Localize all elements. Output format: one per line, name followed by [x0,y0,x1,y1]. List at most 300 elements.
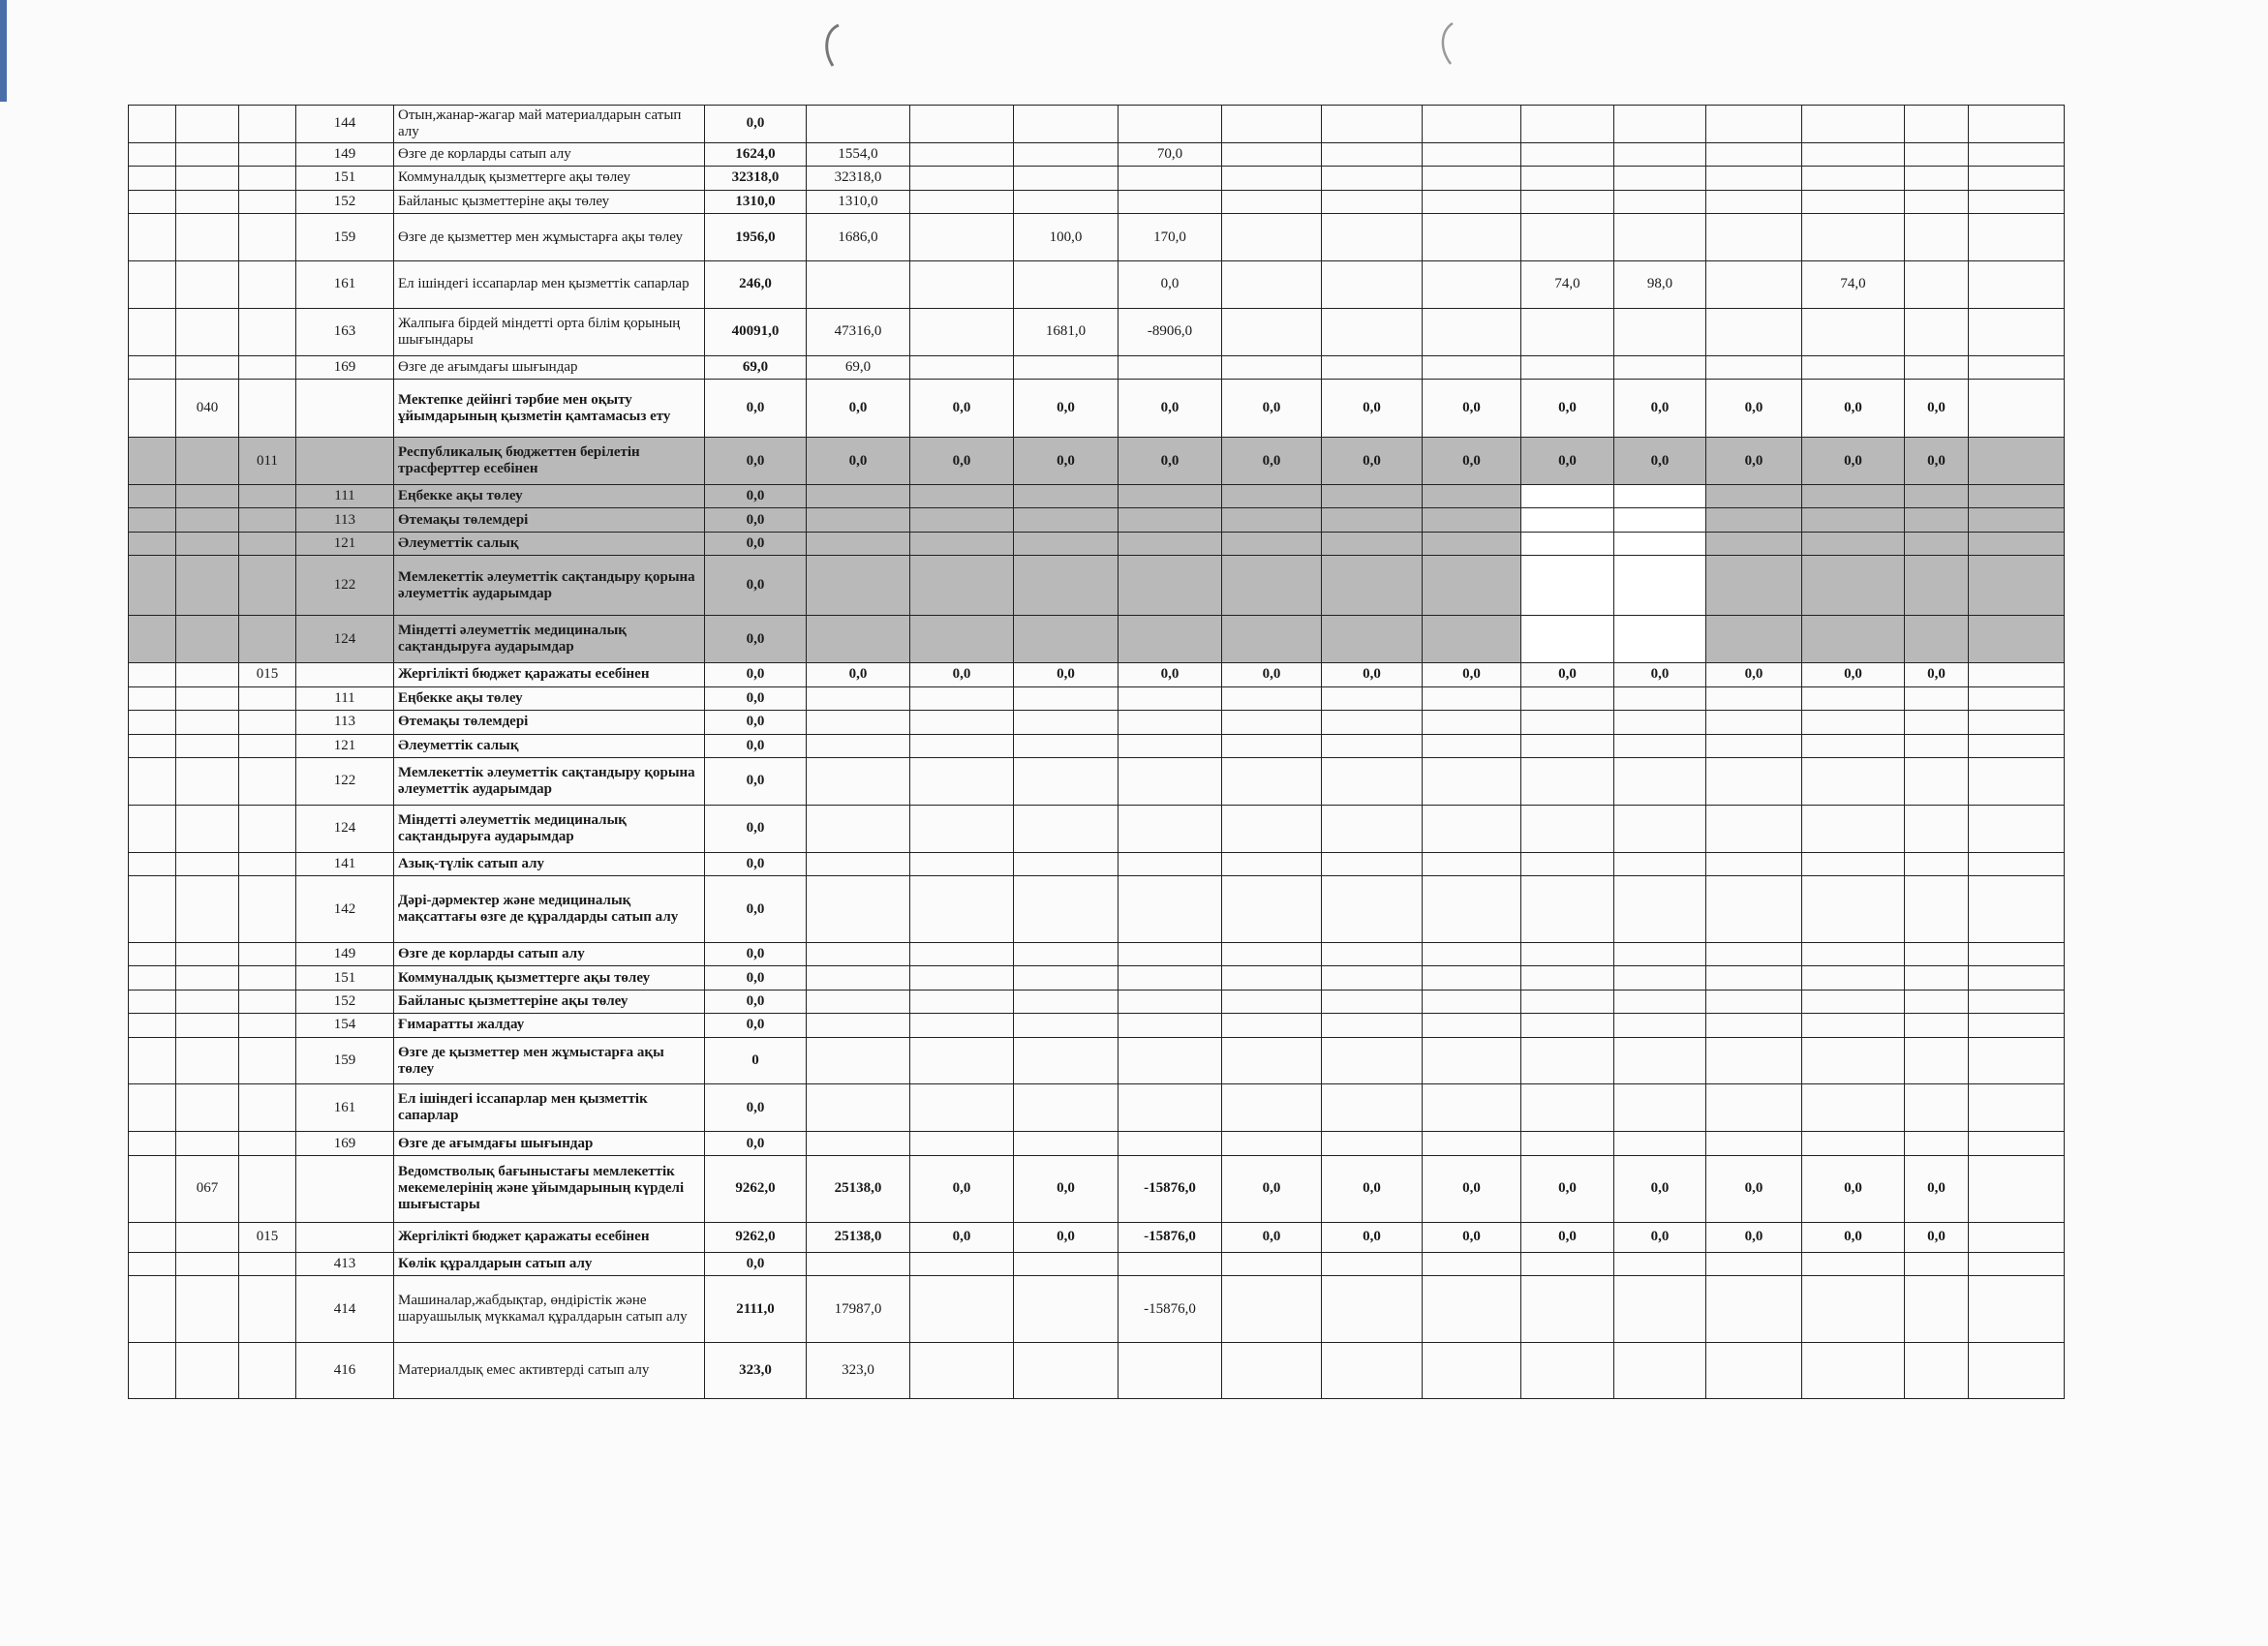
value-cell [807,852,910,875]
subprogram-code-cell [239,508,296,532]
program-code-cell [176,308,239,355]
group-code-cell [129,355,176,379]
value-cell: 0,0 [1614,438,1706,485]
value-cell: 0,0 [1614,380,1706,438]
value-cell [1706,1132,1802,1155]
value-cell [1119,966,1222,990]
total-value-cell: 0,0 [705,663,807,686]
program-code-cell [176,508,239,532]
value-cell [1222,852,1322,875]
value-cell [1905,876,1969,943]
total-value-cell: 69,0 [705,355,807,379]
expense-label-cell: Өзге де қызметтер мен жұмыстарға ақы төлеу [394,214,705,261]
total-value-cell: 0,0 [705,438,807,485]
value-cell [1322,260,1423,308]
table-row [129,260,2065,308]
value-cell [1119,711,1222,734]
value-cell [1802,308,1905,355]
group-code-cell [129,1252,176,1275]
value-cell [1322,711,1423,734]
value-cell [807,556,910,616]
value-cell [1969,1155,2065,1222]
specificity-code-cell: 111 [296,484,394,507]
value-cell [1014,852,1119,875]
value-cell [807,876,910,943]
value-cell [1614,966,1706,990]
program-code-cell [176,734,239,757]
expense-label-cell: Әлеуметтік салық [394,734,705,757]
value-cell [1802,734,1905,757]
table-row [129,355,2065,379]
value-cell [1521,1014,1614,1037]
program-code-cell [176,757,239,805]
value-cell: 0,0 [1014,663,1119,686]
subprogram-code-cell [239,532,296,555]
total-value-cell: 0,0 [705,686,807,710]
value-cell [1802,484,1905,507]
value-cell: 0,0 [1014,380,1119,438]
value-cell [1802,1037,1905,1084]
program-code-cell [176,1342,239,1398]
value-cell [1423,1276,1521,1343]
expense-label-cell: Өзге де қызметтер мен жұмыстарға ақы төлеу [394,1037,705,1084]
specificity-code-cell: 161 [296,260,394,308]
specificity-code-cell: 416 [296,1342,394,1398]
subprogram-code-cell [239,260,296,308]
value-cell [1521,1252,1614,1275]
total-value-cell: 0,0 [705,106,807,143]
program-code-cell [176,1222,239,1252]
value-cell [1614,355,1706,379]
program-code-cell [176,1252,239,1275]
value-cell [1322,1342,1423,1398]
table-row [129,380,2065,438]
subprogram-code-cell [239,966,296,990]
value-cell [910,214,1014,261]
value-cell [1322,616,1423,663]
value-cell [1119,876,1222,943]
expense-label-cell: Көлік құралдарын сатып алу [394,1252,705,1275]
budget-table [128,105,2065,1399]
value-cell [1322,1252,1423,1275]
specificity-code-cell: 122 [296,556,394,616]
program-code-cell [176,663,239,686]
value-cell [807,616,910,663]
value-cell [1802,532,1905,555]
value-cell [1706,1084,1802,1132]
value-cell [1969,106,2065,143]
value-cell [1614,214,1706,261]
value-cell [1969,734,2065,757]
value-cell: 0,0 [1905,1155,1969,1222]
value-cell [910,1342,1014,1398]
value-cell: -8906,0 [1119,308,1222,355]
value-cell [1423,805,1521,852]
value-cell [1905,260,1969,308]
value-cell [1802,757,1905,805]
value-cell: 0,0 [1119,380,1222,438]
value-cell [1222,1132,1322,1155]
value-cell [910,852,1014,875]
value-cell [1905,508,1969,532]
expense-label-cell: Өзге де корларды сатып алу [394,942,705,965]
value-cell [1614,308,1706,355]
value-cell [1423,990,1521,1013]
value-cell [1706,508,1802,532]
value-cell [1706,142,1802,166]
table-row [129,990,2065,1013]
value-cell [1222,686,1322,710]
program-code-cell [176,1014,239,1037]
value-cell: 0,0 [1706,663,1802,686]
group-code-cell [129,734,176,757]
value-cell: 0,0 [910,1222,1014,1252]
value-cell: 0,0 [1706,1155,1802,1222]
value-cell [1905,1084,1969,1132]
subprogram-code-cell [239,1014,296,1037]
value-cell [1969,308,2065,355]
value-cell [1222,1342,1322,1398]
value-cell [1706,1252,1802,1275]
value-cell [1014,260,1119,308]
total-value-cell: 0,0 [705,966,807,990]
value-cell [807,711,910,734]
group-code-cell [129,1342,176,1398]
value-cell [1119,190,1222,213]
value-cell [807,686,910,710]
value-cell [1521,1037,1614,1084]
value-cell [1423,734,1521,757]
table-row [129,852,2065,875]
value-cell [1222,805,1322,852]
subprogram-code-cell [239,757,296,805]
value-cell [1521,876,1614,943]
value-cell: 0,0 [1521,663,1614,686]
value-cell: 0,0 [1521,1155,1614,1222]
group-code-cell [129,508,176,532]
subprogram-code-cell [239,805,296,852]
value-cell [910,1252,1014,1275]
total-value-cell: 1624,0 [705,142,807,166]
value-cell [1802,711,1905,734]
value-cell [1905,214,1969,261]
expense-label-cell: Ел ішіндегі іссапарлар мен қызметтік сапарлар [394,1084,705,1132]
value-cell: 323,0 [807,1342,910,1398]
value-cell [1969,214,2065,261]
expense-label-cell: Республикалық бюджеттен берілетін трасферттер есебінен [394,438,705,485]
specificity-code-cell: 141 [296,852,394,875]
punch-hole-mark-left [819,21,844,74]
expense-label-cell: Міндетті әлеуметтік медициналық сақтандыруға аударымдар [394,805,705,852]
value-cell [1423,1342,1521,1398]
value-cell: 0,0 [1614,1155,1706,1222]
specificity-code-cell: 151 [296,167,394,190]
value-cell: 70,0 [1119,142,1222,166]
value-cell [1423,711,1521,734]
expense-label-cell: Жалпыға бірдей міндетті орта білім қорының шығындары [394,308,705,355]
subprogram-code-cell [239,142,296,166]
expense-label-cell: Азық-түлік сатып алу [394,852,705,875]
total-value-cell: 0,0 [705,1014,807,1037]
value-cell [1119,1014,1222,1037]
program-code-cell [176,214,239,261]
program-code-cell [176,438,239,485]
value-cell [1905,106,1969,143]
value-cell [1706,805,1802,852]
value-cell [1905,532,1969,555]
value-cell [1706,734,1802,757]
value-cell: 0,0 [1802,1222,1905,1252]
program-code-cell [176,532,239,555]
total-value-cell: 0,0 [705,876,807,943]
specificity-code-cell: 151 [296,966,394,990]
value-cell [1222,876,1322,943]
specificity-code-cell: 159 [296,1037,394,1084]
value-cell [1423,355,1521,379]
group-code-cell [129,1132,176,1155]
budget-table-sheet [128,105,2065,1399]
value-cell: 1681,0 [1014,308,1119,355]
value-cell: 0,0 [1802,1155,1905,1222]
value-cell [1014,1132,1119,1155]
specificity-code-cell: 169 [296,355,394,379]
value-cell [1969,355,2065,379]
value-cell [1969,711,2065,734]
value-cell [910,1132,1014,1155]
value-cell [807,966,910,990]
value-cell [1423,190,1521,213]
total-value-cell: 0,0 [705,484,807,507]
program-code-cell [176,190,239,213]
value-cell [1706,167,1802,190]
total-value-cell: 0,0 [705,942,807,965]
value-cell: 0,0 [1614,1222,1706,1252]
expense-label-cell: Өзге де корларды сатып алу [394,142,705,166]
value-cell: 0,0 [1802,663,1905,686]
value-cell [1222,214,1322,261]
value-cell [1969,1084,2065,1132]
value-cell [1119,106,1222,143]
value-cell [1706,532,1802,555]
value-cell: 0,0 [1706,1222,1802,1252]
value-cell [1521,805,1614,852]
value-cell: 0,0 [1423,663,1521,686]
value-cell [1014,1276,1119,1343]
value-cell: 0,0 [1222,1222,1322,1252]
value-cell: 100,0 [1014,214,1119,261]
value-cell [1423,942,1521,965]
subprogram-code-cell [239,616,296,663]
value-cell [1322,1276,1423,1343]
value-cell [1706,308,1802,355]
value-cell [910,106,1014,143]
program-code-cell [176,805,239,852]
value-cell [1706,757,1802,805]
value-cell [1119,1342,1222,1398]
value-cell [1905,190,1969,213]
value-cell [1905,805,1969,852]
subprogram-code-cell [239,1132,296,1155]
value-cell [910,734,1014,757]
value-cell [1521,556,1614,616]
total-value-cell: 0,0 [705,1084,807,1132]
value-cell [1423,106,1521,143]
group-code-cell [129,942,176,965]
value-cell [1706,355,1802,379]
value-cell [1614,1132,1706,1155]
value-cell: 0,0 [1119,663,1222,686]
value-cell: 0,0 [1905,438,1969,485]
value-cell: 0,0 [1423,1155,1521,1222]
value-cell [1014,106,1119,143]
value-cell [1706,106,1802,143]
value-cell [910,532,1014,555]
value-cell [1119,852,1222,875]
group-code-cell [129,142,176,166]
total-value-cell: 0,0 [705,805,807,852]
value-cell: 0,0 [807,438,910,485]
value-cell [1802,1084,1905,1132]
subprogram-code-cell [239,556,296,616]
value-cell [1969,167,2065,190]
value-cell [1119,532,1222,555]
value-cell [1014,1342,1119,1398]
table-row [129,167,2065,190]
value-cell [1706,1342,1802,1398]
specificity-code-cell [296,663,394,686]
value-cell [1905,1342,1969,1398]
value-cell [1119,734,1222,757]
value-cell [1119,942,1222,965]
group-code-cell [129,1155,176,1222]
program-code-cell [176,260,239,308]
specificity-code-cell: 152 [296,190,394,213]
value-cell [1119,508,1222,532]
value-cell [1322,556,1423,616]
program-code-cell [176,484,239,507]
specificity-code-cell [296,1222,394,1252]
value-cell [1614,990,1706,1013]
value-cell: 0,0 [1014,438,1119,485]
value-cell [1905,1037,1969,1084]
program-code-cell [176,556,239,616]
program-code-cell [176,990,239,1013]
value-cell [1969,616,2065,663]
value-cell [1706,1276,1802,1343]
value-cell [1969,686,2065,710]
value-cell [1905,711,1969,734]
value-cell [1119,484,1222,507]
value-cell [1222,1252,1322,1275]
value-cell [1521,1132,1614,1155]
value-cell [1322,734,1423,757]
expense-label-cell: Жергілікті бюджет қаражаты есебінен [394,663,705,686]
value-cell [1614,1342,1706,1398]
value-cell [1905,616,1969,663]
value-cell [910,942,1014,965]
value-cell [1322,1037,1423,1084]
value-cell [1322,167,1423,190]
value-cell [1423,1014,1521,1037]
scan-edge-mark [0,0,7,102]
specificity-code-cell: 113 [296,508,394,532]
value-cell [1521,1276,1614,1343]
value-cell: 0,0 [1905,380,1969,438]
value-cell [1614,1084,1706,1132]
value-cell [807,734,910,757]
value-cell [1802,852,1905,875]
value-cell [1322,852,1423,875]
value-cell [910,308,1014,355]
expense-label-cell: Ел ішіндегі іссапарлар мен қызметтік сапарлар [394,260,705,308]
value-cell [1905,308,1969,355]
value-cell [1905,852,1969,875]
value-cell [1905,1014,1969,1037]
value-cell [1905,990,1969,1013]
expense-label-cell: Отын,жанар-жагар май материалдарын сатып алу [394,106,705,143]
group-code-cell [129,1037,176,1084]
value-cell [1969,805,2065,852]
value-cell [1905,556,1969,616]
value-cell [1706,1037,1802,1084]
value-cell [1423,142,1521,166]
subprogram-code-cell [239,308,296,355]
subprogram-code-cell: 015 [239,1222,296,1252]
expense-label-cell: Коммуналдық қызметтерге ақы төлеу [394,966,705,990]
value-cell [1521,355,1614,379]
value-cell [1014,876,1119,943]
value-cell [1969,190,2065,213]
value-cell [1614,142,1706,166]
value-cell [1322,1084,1423,1132]
value-cell [1706,190,1802,213]
value-cell [1521,167,1614,190]
specificity-code-cell: 124 [296,805,394,852]
value-cell [1222,734,1322,757]
value-cell [1521,214,1614,261]
value-cell [1614,852,1706,875]
value-cell [1014,556,1119,616]
value-cell [1014,805,1119,852]
program-code-cell [176,1132,239,1155]
value-cell [910,990,1014,1013]
program-code-cell [176,686,239,710]
value-cell [1521,190,1614,213]
value-cell: 0,0 [1423,1222,1521,1252]
value-cell [910,966,1014,990]
value-cell [1969,508,2065,532]
value-cell: -15876,0 [1119,1276,1222,1343]
value-cell [807,1037,910,1084]
value-cell: 25138,0 [807,1222,910,1252]
value-cell [1222,142,1322,166]
value-cell [1905,966,1969,990]
specificity-code-cell: 154 [296,1014,394,1037]
value-cell [1423,1252,1521,1275]
group-code-cell [129,260,176,308]
value-cell [1322,1014,1423,1037]
value-cell [1521,532,1614,555]
value-cell [807,1014,910,1037]
subprogram-code-cell: 015 [239,663,296,686]
value-cell [1969,942,2065,965]
value-cell [1969,852,2065,875]
value-cell [1014,757,1119,805]
table-row [129,214,2065,261]
value-cell [1706,214,1802,261]
value-cell [1969,1014,2065,1037]
value-cell [1969,380,2065,438]
